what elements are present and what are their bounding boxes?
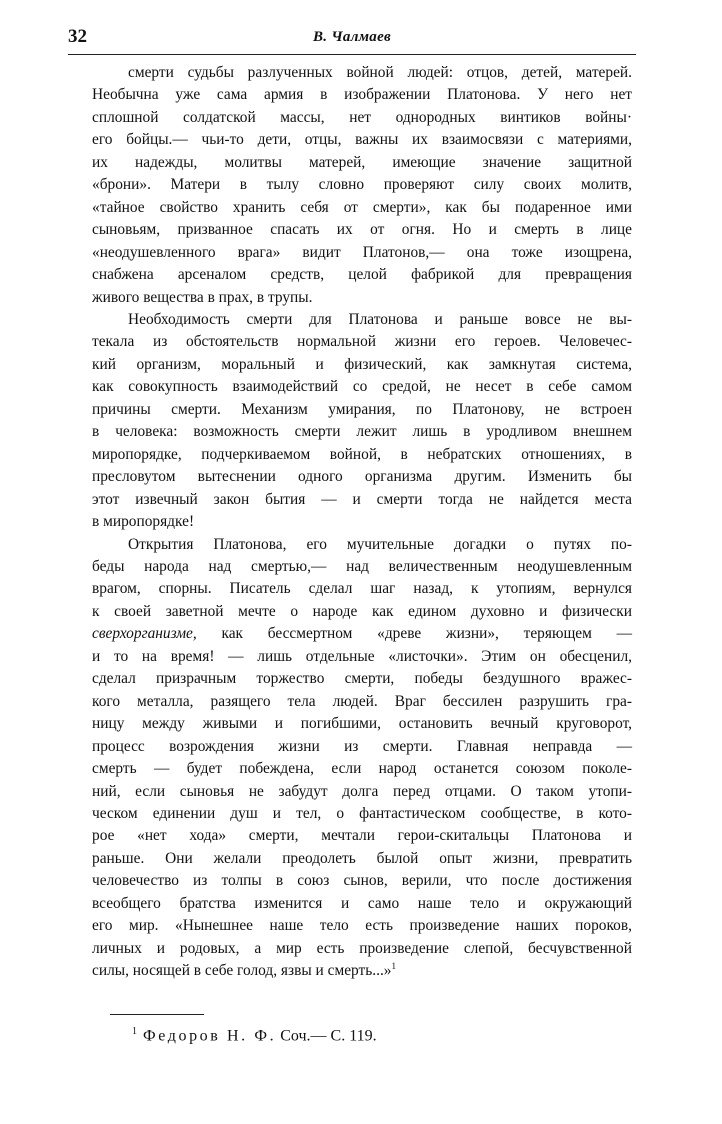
text-line: рое «нет хода» смерти, мечтали герои-скитальцы Платонова и [92,827,632,845]
body-text [92,62,632,983]
text-line: причины смерти. Механизм умирания, по Платонову, не встроен [92,400,632,418]
footnote-source: Соч.— С. 119. [276,1027,377,1045]
text-line: ницу между живыми и погибшими, остановить вечный круговорот, [92,715,632,733]
text-line: сделал призрачным торжество смерти, победы бездушного вражес- [92,670,632,688]
paragraph-3 [92,534,632,983]
text-line: Необходимость смерти для Платонова и раньше вовсе не вы- [128,310,632,328]
header-rule [68,54,636,55]
text-line: ний, если сыновья не забудут долга перед отцами. О таком утопи- [92,782,632,800]
text-line: личных и родовых, а мир есть произведение слепой, бесчувственной [92,939,632,957]
footnote-marker: 1 [132,1026,137,1037]
text-line: процесс возрождения жизни из смерти. Главная неправда — [92,737,632,755]
footnote-author: Федоров Н. Ф. [143,1027,277,1045]
text-line: и то на время! — лишь отдельные «листочки». Этим он обесценил, [92,647,632,665]
text-line: Необычна уже сама армия в изображении Платонова. У него нет [92,86,632,104]
text-line: к своей заветной мечте о народе как едином духовно и физически [92,602,632,620]
page-header [68,24,636,50]
text-line: кого металла, разящего тела людей. Враг бессилен разрушить гра- [92,692,632,710]
footnote-rule [110,1014,204,1015]
text-line: ческом единении душ и тел, о фантастическом сообществе, в кото- [92,804,632,822]
text-line: текала из обстоятельств нормальной жизни его героев. Человечес- [92,333,632,351]
paragraph-1 [92,62,632,309]
text-line: миропорядке, подчеркиваемом войной, в небратских отношениях, в [92,445,632,463]
text-line: смерти судьбы разлученных войной людей: отцов, детей, матерей. [128,64,632,81]
running-head: В. Чалмаев [312,29,392,45]
text-line: сплошной солдатской массы, нет однородных винтиков войны· [92,108,632,126]
text-line: кий организм, моральный и физический, как замкнутая система, [92,355,632,373]
text-line: врагом, спорны. Писатель сделал шаг назад, к утопиям, вернулся [92,580,632,598]
text-line: «брони». Матери в тылу словно проверяют силу своих молитв, [92,176,632,194]
footnote [132,1020,377,1048]
text-line: «тайное свойство хранить себя от смерти», как бы подаренное ими [92,198,632,216]
text-line: в человека: возможность смерти лежит лишь в уродливом внешнем [92,423,632,441]
text-line: человечество из толпы в союз сынов, верили, что после достижения [92,872,632,890]
text-line: как совокупность взаимодействий со средой, не несет в себе самом [92,378,632,396]
text-line: пресловутом вытеснении одного организма другим. Изменить бы [92,468,632,486]
text-line: силы, носящей в себе голод, язвы и смерть...»$^1$ [92,961,397,980]
footnote-reference: 1 [391,961,397,971]
text-line: смерть — будет побеждена, если народ останется союзом поколе- [92,760,632,778]
text-line: этот извечный закон бытия — и смерти тогда не найдется места [92,490,632,508]
text-line: его бойцы.— чьи-то дети, отцы, важны их взаимосвязи с материями, [92,131,632,149]
text-line: «неодушевленного врага» видит Платонов,— она тоже изощрена, [92,243,632,261]
text-line: в миропорядке! [92,513,195,531]
text-line: их надежды, молитвы матерей, имеющие значение защитной [92,153,632,171]
text-line: беды народа над смертью,— над величественным неодушевленным [92,557,632,575]
page-number: 32 [68,26,87,47]
text-line: его мир. «Нынешнее наше тело есть произведение наших пороков, [92,917,632,935]
text-line: сыновьям, призванное спасать их от огня. Но и смерть в лице [92,221,632,239]
text-line: всеобщего братства изменится и само наше тело и окружающий [92,894,632,912]
text-line: живого вещества в прах, в трупы. [92,288,313,306]
text-line: сверхорганизме, как бессмертном «древе жизни», теряющем — [92,625,632,643]
text-line: Открытия Платонова, его мучительные догадки о путях по- [128,535,632,553]
text-line: раньше. Они желали преодолеть былой опыт жизни, превратить [92,849,632,867]
text-line: снабжена арсеналом средств, целой фабрикой для превращения [92,266,632,284]
paragraph-2 [92,309,632,534]
